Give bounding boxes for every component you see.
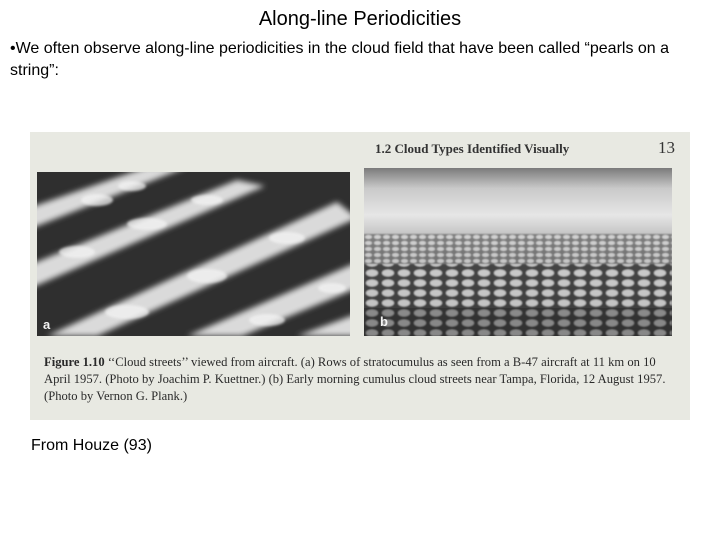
photo-cloud-streets-aerial (37, 172, 350, 336)
figure-caption-text: ‘‘Cloud streets’’ viewed from aircraft. (a) Rows of stratocumulus as seen from a B-47 aircraft at 11 km on 10 April 1957. (Photo by Joachim P. Kuettner.) (b) Early morning cumulus cloud streets near Tampa, Florida, 12 August 1957. (Photo by Vernon G. Plank.) (44, 355, 666, 403)
bullet-text: •We often observe along-line periodicities in the cloud field that have been called “pearls on a string”: (10, 40, 670, 79)
source-citation: From Houze (93) (31, 437, 152, 454)
page-number: 13 (658, 138, 675, 157)
figure-scan (30, 132, 690, 420)
panel-b-label: b (380, 314, 388, 329)
figure-caption (44, 354, 679, 405)
section-heading: 1.2 Cloud Types Identified Visually (375, 141, 570, 156)
photo-cumulus-field-horizon (364, 168, 672, 336)
panel-a-label: a (43, 317, 51, 332)
book-page-header (375, 136, 675, 160)
slide-title: Along-line Periodicities (258, 8, 462, 30)
figure-label: Figure 1.10 (44, 355, 105, 369)
